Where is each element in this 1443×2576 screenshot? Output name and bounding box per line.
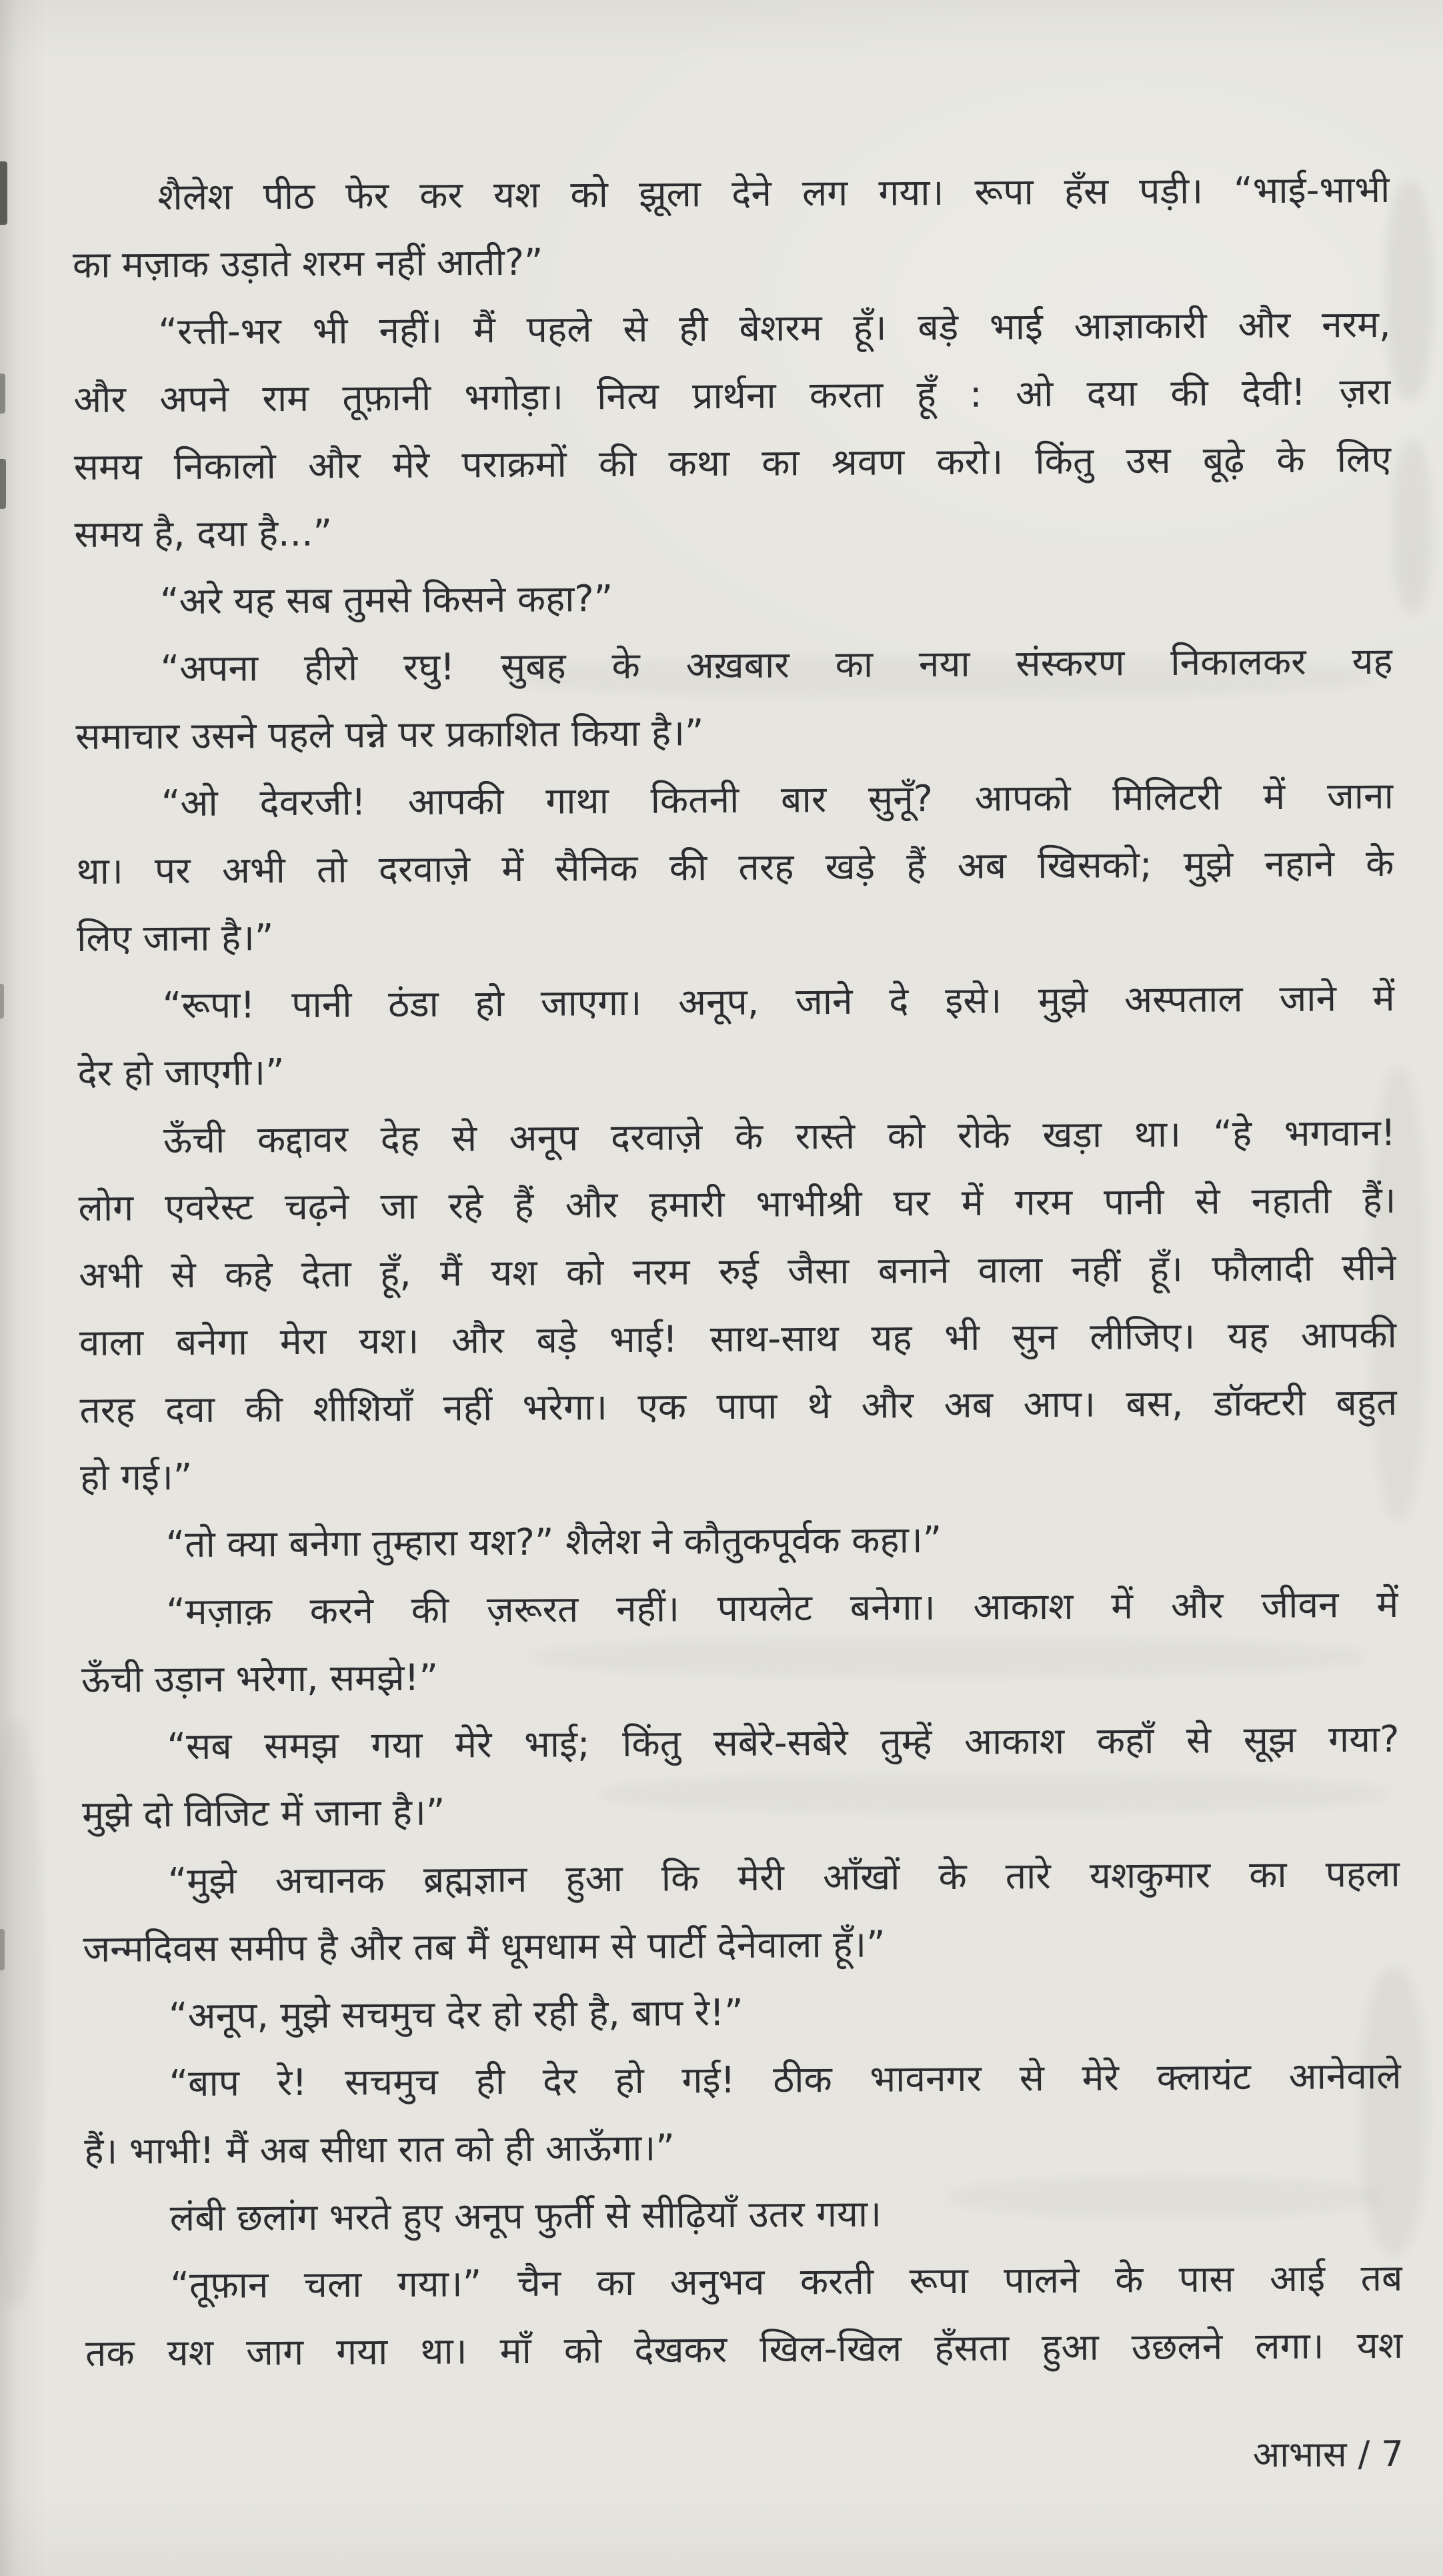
text-line: हो गई।” [79,1455,193,1499]
text-line: समय निकालो और मेरे पराक्रमों की कथा का श्रवण करो। किंतु उस बूढ़े के लिए [73,437,1392,488]
text-line: “तूफ़ान चला गया।” चैन का अनुभव करती रूपा पालने के पास आई तब [170,2256,1403,2307]
scan-edge-mark [0,374,5,414]
text-line: वाला बनेगा मेरा यश। और बड़े भाई! साथ-साथ यह भी सुन लीजिए। यह आपकी [79,1313,1397,1364]
text-line: ऊँची कद्दावर देह से अनूप दरवाज़े के रास्ते को रोके खड़ा था। “हे भगवान! [163,1111,1396,1162]
text-line: था। पर अभी तो दरवाज़े में सैनिक की तरह खड़े हैं अब खिसको; मुझे नहाने के [76,841,1394,892]
scan-edge-mark [0,459,6,509]
bleedthrough-smudge [0,1721,43,2308]
text-line: शैलेश पीठ फेर कर यश को झूला देने लग गया। रूपा हँस पड़ी। “भाई-भाभी [157,167,1390,219]
scan-edge-mark [0,984,4,1019]
bleedthrough-smudge [1392,440,1432,614]
text-line: मुझे दो विजिट में जाना है।” [81,1790,445,1836]
text-line: “अनूप, मुझे सचमुच देर हो रही है, बाप रे!” [168,1990,744,2038]
text-line: “मुझे अचानक ब्रह्मज्ञान हुआ कि मेरी आँखों के तारे यशकुमार का पहला [167,1852,1400,1903]
text-line: समाचार उसने पहले पन्ने पर प्रकाशित किया है।” [75,711,704,758]
text-line: तक यश जाग गया था। माँ को देखकर खिल-खिल हँसता हुआ उछलने लगा। यश [85,2323,1404,2375]
text-line: “ओ देवरजी! आपकी गाथा कितनी बार सुनूँ? आपको मिलिटरी में जाना [161,774,1394,825]
text-line: “रूपा! पानी ठंडा हो जाएगा। अनूप, जाने दे इसे। मुझे अस्पताल जाने में [162,976,1395,1027]
text-line: समय है, दया है...” [74,511,333,556]
text-line: तरह दवा की शीशियाँ नहीं भरेगा। एक पापा थे और अब आप। बस, डॉक्टरी बहुत [79,1380,1398,1431]
bleedthrough-smudge [1386,180,1434,400]
text-line: लोग एवरेस्ट चढ़ने जा रहे हैं और हमारी भाभीश्री घर में गरम पानी से नहाती हैं। [78,1178,1396,1229]
text-line: अभी से कहे देता हूँ, मैं यश को नरम रुई जैसा बनाने वाला नहीं हूँ। फौलादी सीने [78,1245,1397,1297]
text-block [72,156,1404,2486]
scan-edge-mark [0,161,7,225]
text-line: “बाप रे! सचमुच ही देर हो गई! ठीक भावनगर से मेरे क्लायंट आनेवाले [169,2054,1402,2105]
text-line: देर हो जाएगी।” [77,1051,285,1095]
text-line: लंबी छलांग भरते हुए अनूप फुर्ती से सीढ़ियाँ उतर गया। [169,2192,882,2240]
text-line: “अपना हीरो रघु! सुबह के अख़बार का नया संस्करण निकालकर यह [160,639,1393,690]
text-line: ऊँची उड़ान भरेगा, समझे!” [81,1656,439,1701]
text-line: हैं। भाभी! मैं अब सीधा रात को ही आऊँगा।” [84,2126,675,2172]
text-line: जन्मदिवस समीप है और तब मैं धूमधाम से पार्टी देनेवाला हूँ।” [83,1922,886,1970]
page-footer [86,2431,1404,2486]
text-line: “तो क्या बनेगा तुम्हारा यश?” शैलेश ने कौतुकपूर्वक कहा।” [165,1518,942,1566]
text-line: “मज़ाक़ करने की ज़रूरत नहीं। पायलेट बनेगा। आकाश में और जीवन में [166,1582,1399,1634]
text-line: “रत्ती-भर भी नहीं। मैं पहले से ही बेशरम हूँ। बड़े भाई आज्ञाकारी और नरम, [158,302,1391,354]
text-line: और अपने राम तूफ़ानी भगोड़ा। नित्य प्रार्थना करता हूँ : ओ दया की देवी! ज़रा [73,370,1392,421]
text-line: का मज़ाक उड़ाते शरम नहीं आती?” [72,240,543,286]
footer-text: आभास / 7 [1252,2433,1404,2476]
text-line: “सब समझ गया मेरे भाई; किंतु सबेरे-सबेरे तुम्हें आकाश कहाँ से सूझ गया? [167,1717,1400,1768]
text-line: “अरे यह सब तुमसे किसने कहा?” [159,577,613,623]
text-line: लिए जाना है।” [76,916,274,960]
